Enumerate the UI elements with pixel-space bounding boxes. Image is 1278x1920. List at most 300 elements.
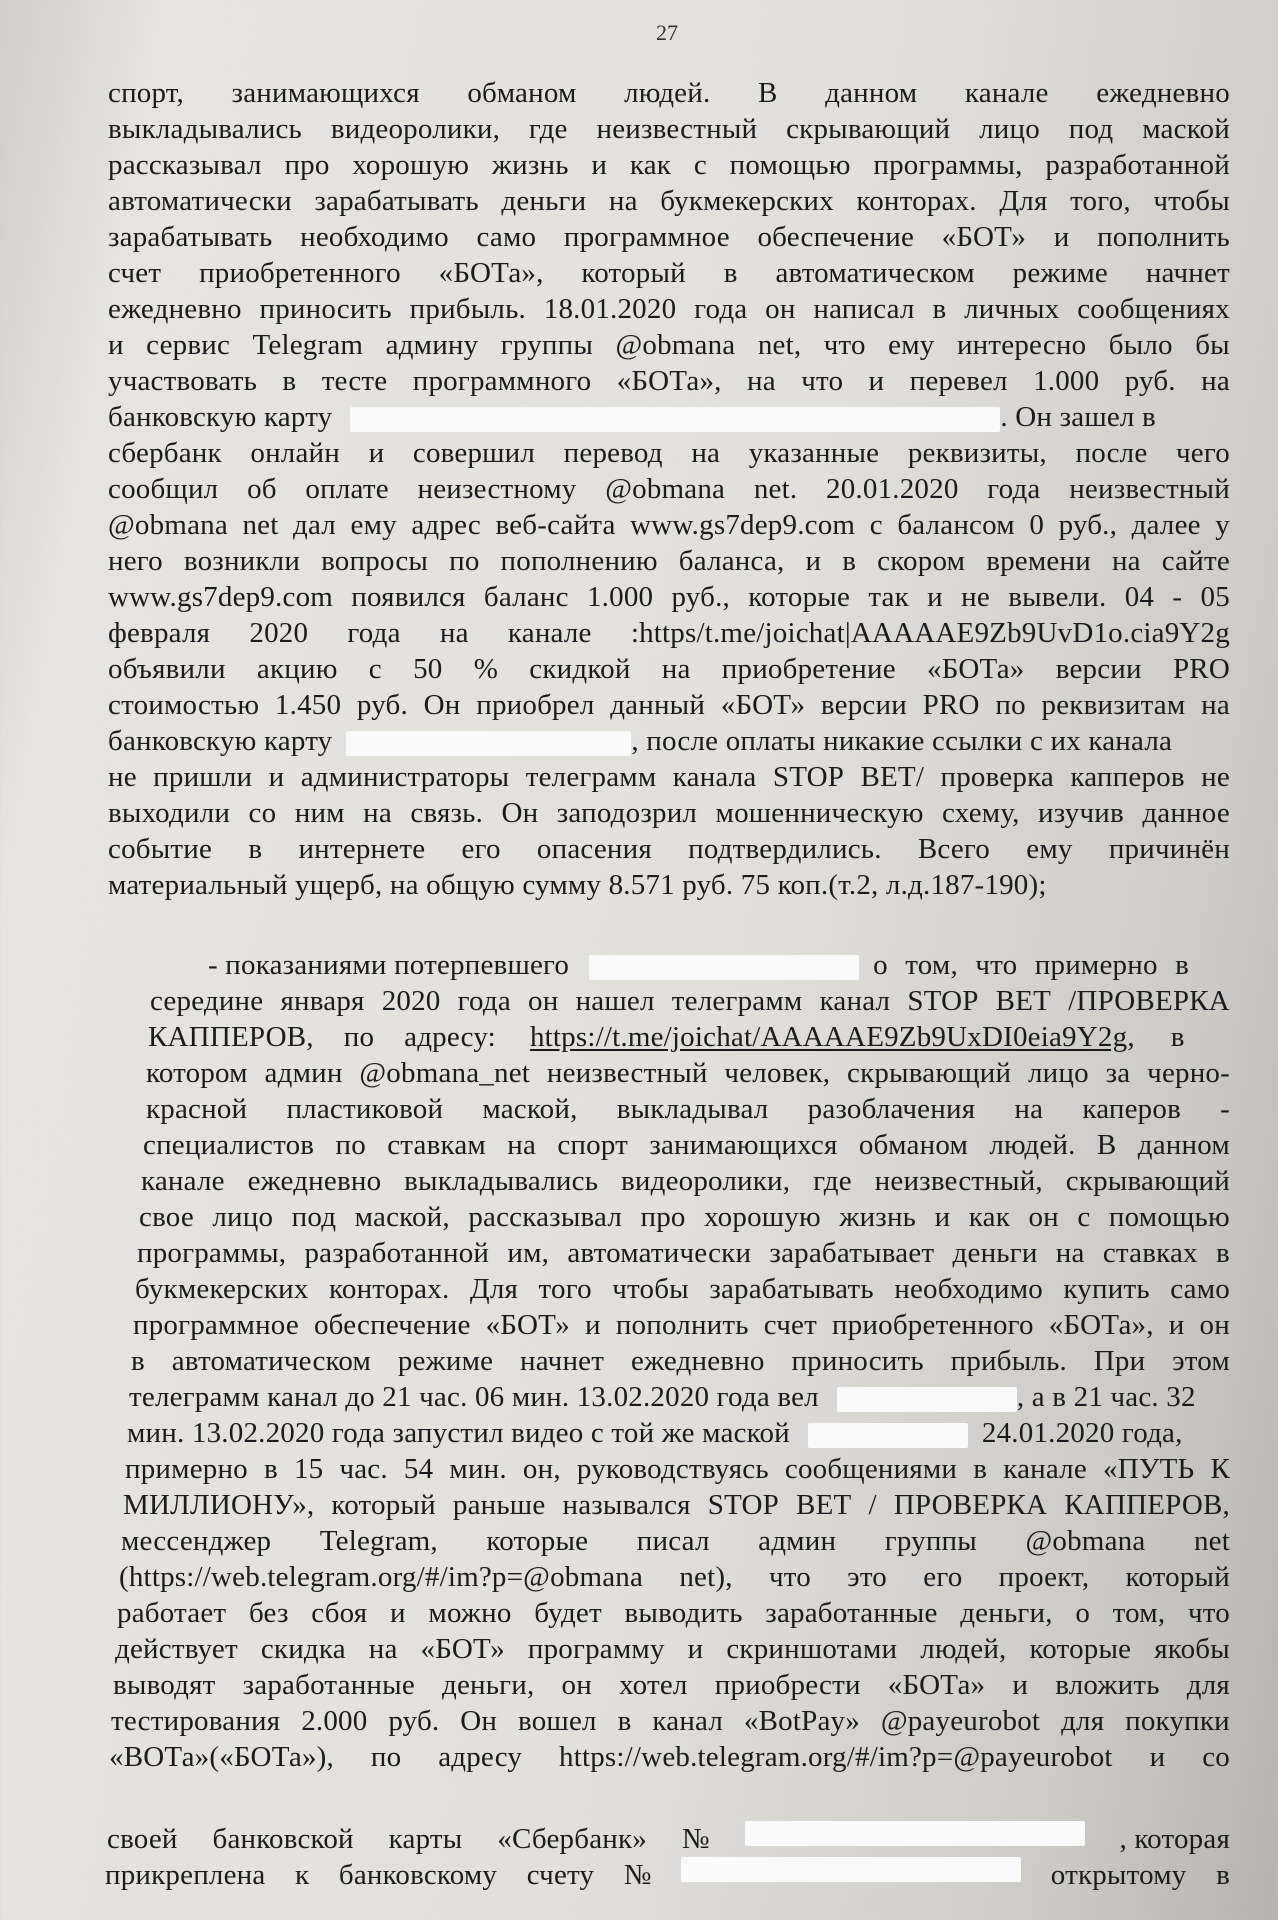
- word: 54: [403, 1453, 434, 1485]
- text-line: [148, 1019, 1230, 1055]
- word: BET: [995, 985, 1052, 1017]
- word: занимающихся: [649, 1129, 838, 1161]
- word: хорошую: [352, 149, 470, 181]
- text-line: [108, 219, 1230, 255]
- word: чтобы: [1153, 185, 1230, 217]
- word: админ: [758, 1525, 837, 1557]
- word: программы,: [137, 1237, 287, 1269]
- text-line: [108, 831, 1230, 867]
- word: BET/: [860, 761, 925, 793]
- word: на: [439, 617, 469, 649]
- word: букмекерских: [135, 1273, 309, 1305]
- word: сервис: [146, 329, 231, 361]
- word: неизестному: [417, 473, 577, 505]
- word: 2020: [249, 617, 309, 649]
- text-segment: мин. 13.02.2020 года запустил видео с той же маской: [127, 1417, 790, 1449]
- word: и: [368, 437, 385, 469]
- word: руб.: [388, 1705, 440, 1737]
- word: того: [538, 1273, 592, 1305]
- word: на: [1055, 1237, 1085, 1269]
- word: МИЛЛИОНУ»,: [123, 1489, 315, 1521]
- text-line: [146, 1055, 1230, 1091]
- word: и: [1053, 221, 1070, 253]
- word: на: [1201, 689, 1230, 721]
- word: реквизитам: [1041, 689, 1186, 721]
- text-line: [108, 723, 1230, 759]
- redacted-name: [837, 1387, 1017, 1412]
- text-line: [108, 543, 1230, 579]
- word: @obmana: [615, 329, 736, 361]
- word: приносить: [259, 293, 392, 325]
- word: середине: [150, 985, 264, 1017]
- word: вложить: [1055, 1669, 1160, 1701]
- word: «БОТ»: [941, 221, 1027, 253]
- word: жизнь: [491, 149, 569, 181]
- text-line: [105, 1857, 1230, 1893]
- word: STOP: [907, 985, 979, 1017]
- word: стоимостью: [108, 689, 260, 721]
- word: выводить: [624, 1597, 743, 1629]
- word: бы: [1195, 329, 1230, 361]
- word: которые: [1029, 1633, 1132, 1665]
- word: %: [473, 653, 499, 685]
- word: версии: [1055, 653, 1142, 685]
- word: свое: [139, 1201, 194, 1233]
- word: с: [1077, 1201, 1091, 1233]
- text-line: [108, 75, 1230, 111]
- text-line: [100, 947, 1230, 983]
- word: на: [661, 653, 691, 685]
- text-segment: банковской: [212, 1823, 354, 1855]
- word: года: [694, 293, 748, 325]
- word: Telegram: [252, 329, 364, 361]
- word: в: [617, 1705, 632, 1737]
- text-line: [108, 687, 1230, 723]
- word: ежедневно: [247, 1165, 382, 1197]
- word: версии: [820, 689, 907, 721]
- word: что: [768, 1561, 811, 1593]
- text-segment: открытому: [1050, 1859, 1187, 1891]
- word: со: [1202, 1741, 1230, 1773]
- word: который: [1125, 1561, 1230, 1593]
- word: выходили: [108, 797, 231, 829]
- word: 15: [293, 1453, 324, 1485]
- word: net),: [679, 1561, 733, 1593]
- word: «БОТ»: [420, 1633, 505, 1665]
- word: не: [108, 761, 137, 793]
- word: маской,: [354, 1201, 450, 1233]
- word: телеграмм: [671, 985, 803, 1017]
- word: который: [581, 257, 686, 289]
- word: не: [1201, 761, 1230, 793]
- word: указанные: [748, 437, 880, 469]
- word: сбоя: [311, 1597, 368, 1629]
- word: скидкой: [529, 653, 631, 685]
- word: помощью: [1108, 1201, 1230, 1233]
- word: ставкам: [387, 1129, 486, 1161]
- word: можно: [428, 1597, 512, 1629]
- word: красной: [146, 1093, 248, 1125]
- word: не: [961, 581, 990, 613]
- word: руб.,: [1058, 509, 1118, 541]
- word: сбербанк: [108, 437, 222, 469]
- word: руб.: [1124, 365, 1176, 397]
- word: где: [813, 1165, 852, 1197]
- word: как: [629, 149, 672, 181]
- word: деньги,: [960, 1597, 1053, 1629]
- word: 0: [1029, 509, 1045, 541]
- text-segment: по: [343, 1021, 375, 1053]
- word: режиме: [1012, 257, 1108, 289]
- word: на: [1201, 365, 1230, 397]
- text-line: [143, 1127, 1230, 1163]
- word: 50: [413, 653, 443, 685]
- word: час.: [339, 1453, 388, 1485]
- word: администраторы: [300, 761, 510, 793]
- word: net.: [753, 473, 798, 505]
- word: неизвестный: [546, 1057, 708, 1089]
- word: с: [693, 149, 707, 181]
- word: ПРОВЕРКА: [893, 1489, 1048, 1521]
- word: и: [927, 581, 943, 613]
- word: его: [923, 1561, 963, 1593]
- word: людей.: [989, 1129, 1076, 1161]
- word: разработанной: [304, 1237, 490, 1269]
- word: букмекерских: [660, 185, 834, 217]
- text-segment: в: [1170, 1021, 1185, 1053]
- text-segment: банковскому: [338, 1859, 498, 1891]
- word: занимающихся: [231, 77, 420, 109]
- word: «БОТ»: [720, 689, 806, 721]
- word: -: [1172, 581, 1183, 613]
- text-segment: , которая: [1119, 1823, 1230, 1855]
- word: у: [1215, 509, 1230, 541]
- word: канал: [819, 985, 891, 1017]
- word: будет: [534, 1597, 602, 1629]
- word: и: [1012, 1669, 1029, 1701]
- redacted-card-number: [350, 407, 1000, 432]
- word: тестирования: [111, 1705, 281, 1737]
- word: 04: [1124, 581, 1155, 613]
- word: возникли: [183, 545, 301, 577]
- word: им,: [507, 1237, 550, 1269]
- word: так: [868, 581, 909, 613]
- word: неизвестный,: [874, 1165, 1043, 1197]
- text-line: [127, 1415, 1230, 1451]
- word: причинён: [1108, 833, 1230, 865]
- page-number: 27: [656, 20, 678, 45]
- word: пополнению: [500, 545, 658, 577]
- word: PRO: [1172, 653, 1230, 685]
- word: деньги: [501, 185, 587, 217]
- word: и: [1168, 1309, 1185, 1341]
- word: и: [108, 329, 124, 361]
- word: по: [370, 1741, 402, 1773]
- word: PRO: [922, 689, 980, 721]
- word: руководствуясь: [576, 1453, 769, 1485]
- word: которые: [486, 1525, 589, 1557]
- word: пластиковой: [286, 1093, 444, 1125]
- word: человек,: [724, 1057, 831, 1089]
- word: пополнить: [1097, 221, 1230, 253]
- text-line: [108, 435, 1230, 471]
- text-line: [131, 1343, 1230, 1379]
- redacted-name: [808, 1423, 968, 1448]
- text-line: [108, 651, 1230, 687]
- word: группы: [884, 1525, 977, 1557]
- word: в: [131, 1345, 145, 1377]
- word: Для: [469, 1273, 519, 1305]
- word: прибыль.: [950, 1345, 1067, 1377]
- word: вопросы: [321, 545, 429, 577]
- text-line: [108, 111, 1230, 147]
- word: /: [868, 1489, 877, 1521]
- text-line: [135, 1271, 1230, 1307]
- word: по: [335, 1129, 366, 1161]
- word: спорт,: [108, 77, 184, 109]
- word: связь.: [410, 797, 484, 829]
- word: на: [1014, 1093, 1044, 1125]
- text-line: [108, 615, 1230, 651]
- word: в: [263, 1453, 278, 1485]
- word: написал: [813, 293, 915, 325]
- word: ежедневно: [630, 1345, 765, 1377]
- word: под: [1068, 113, 1114, 145]
- word: оплате: [305, 473, 389, 505]
- word: изучив: [1038, 797, 1124, 829]
- word: и: [390, 1597, 406, 1629]
- text-line: [119, 1559, 1230, 1595]
- word: необходимо: [894, 1273, 1043, 1305]
- word: про: [284, 149, 330, 181]
- word: балансом: [897, 509, 1015, 541]
- word: заработанные: [765, 1597, 938, 1629]
- word: приобретенного: [832, 1309, 1034, 1341]
- word: ставках: [1102, 1237, 1198, 1269]
- word: схему,: [942, 797, 1020, 829]
- word: счет: [763, 1309, 817, 1341]
- word: как: [968, 1201, 1010, 1233]
- word: мошенническую: [715, 797, 924, 829]
- word: далее: [1131, 509, 1201, 541]
- word: скриншотами: [726, 1633, 898, 1665]
- word: автоматическом: [775, 257, 975, 289]
- word: канала: [672, 761, 757, 793]
- word: февраля: [108, 617, 211, 649]
- word: данное: [1142, 797, 1230, 829]
- word: 2.000: [301, 1705, 368, 1737]
- word: для: [1186, 1669, 1230, 1701]
- word: приобрести: [714, 1669, 861, 1701]
- word: в: [282, 365, 297, 397]
- word: приобретенного: [199, 257, 401, 289]
- word: что: [801, 365, 844, 397]
- text-line: [121, 1523, 1230, 1559]
- word: он: [561, 1669, 592, 1701]
- word: ему: [888, 329, 935, 361]
- text-segment: №: [681, 1823, 710, 1855]
- word: на: [368, 1633, 398, 1665]
- word: ежедневно: [108, 293, 242, 325]
- word: канале: [964, 77, 1049, 109]
- word: якобы: [1154, 1633, 1230, 1665]
- word: что: [823, 329, 866, 361]
- word: 20.01.2020: [826, 473, 959, 505]
- word: лицо: [979, 113, 1040, 145]
- word: его: [461, 833, 501, 865]
- word: зарабатывать: [314, 185, 479, 217]
- word: Он: [460, 1705, 498, 1737]
- word: зарабатывать: [709, 1273, 874, 1305]
- text-line: [108, 291, 1230, 327]
- word: на: [747, 365, 776, 397]
- word: адрес: [411, 509, 481, 541]
- word: примерно: [125, 1453, 248, 1485]
- text-line: [108, 147, 1230, 183]
- word: @obmana: [1025, 1525, 1146, 1557]
- word: группы: [500, 329, 594, 361]
- word: событие: [108, 833, 213, 865]
- word: он: [1199, 1309, 1230, 1341]
- text-line: [108, 327, 1230, 363]
- text-segment: в: [1216, 1859, 1230, 1891]
- word: данном: [1137, 1129, 1230, 1161]
- word: скрывающий: [1065, 1165, 1230, 1197]
- word: Telegram,: [319, 1525, 438, 1557]
- word: со: [248, 797, 277, 829]
- word: выкладывались: [404, 1165, 599, 1197]
- text-line: [123, 1487, 1230, 1523]
- word: совершил: [412, 437, 536, 469]
- word: в: [842, 545, 857, 577]
- word: он: [1028, 1201, 1059, 1233]
- word: тесте: [321, 365, 388, 397]
- word: по: [995, 689, 1026, 721]
- word: людей.: [624, 77, 711, 109]
- word: об: [247, 473, 277, 505]
- word: рассказывал: [468, 1201, 623, 1233]
- word: по: [449, 545, 480, 577]
- word: перевод: [563, 437, 663, 469]
- word: скором: [877, 545, 966, 577]
- text-segment: КАППЕРОВ,: [148, 1021, 314, 1053]
- word: net: [1193, 1525, 1230, 1557]
- word: после: [1075, 437, 1148, 469]
- text-segment: о том, что примерно в: [873, 949, 1190, 981]
- word: и: [805, 545, 822, 577]
- word: BET: [796, 1489, 852, 1521]
- text-line: [108, 363, 1230, 399]
- redacted-card-number: [745, 1821, 1085, 1846]
- word: черно-: [1147, 1057, 1230, 1089]
- word: за: [1105, 1057, 1131, 1089]
- word: и: [591, 149, 608, 181]
- text-segment: №: [623, 1859, 652, 1891]
- channel-link[interactable]: https://t.me/joichat/AAAAAE9Zb9UxDI0eia9Y2g: [529, 1021, 1128, 1053]
- word: руб.: [356, 689, 408, 721]
- word: скрывающий: [786, 113, 951, 145]
- word: года: [987, 473, 1041, 505]
- word: обеспечение: [313, 1309, 471, 1341]
- word: перевел: [909, 365, 1008, 397]
- word: ежедневно: [1096, 77, 1230, 109]
- word: каперов: [1082, 1093, 1181, 1125]
- word: сайте: [1161, 545, 1230, 577]
- word: 1.000: [586, 581, 654, 613]
- word: канале: [1003, 1453, 1087, 1485]
- text-segment: счету: [526, 1859, 595, 1891]
- word: «БОТа»,: [438, 257, 544, 289]
- word: В: [758, 77, 778, 109]
- word: заподозрил: [556, 797, 698, 829]
- word: нашел: [575, 985, 655, 1017]
- word: это: [847, 1561, 888, 1593]
- word: мин.: [449, 1453, 507, 1485]
- word: пополнить: [615, 1309, 749, 1341]
- word: STOP: [707, 1489, 779, 1521]
- word: в: [1215, 1237, 1230, 1269]
- word: года: [347, 617, 401, 649]
- word: неизвестный: [1069, 473, 1230, 505]
- word: КАППЕРОВ,: [1064, 1489, 1230, 1521]
- text-segment: - показаниями потерпевшего: [208, 949, 570, 981]
- word: купить: [1063, 1273, 1150, 1305]
- word: в: [248, 833, 263, 865]
- word: В: [1096, 1129, 1117, 1161]
- word: -: [1220, 1093, 1230, 1125]
- word: конторах.: [329, 1273, 450, 1305]
- word: работает: [117, 1597, 227, 1629]
- text-segment: карты: [388, 1823, 463, 1855]
- word: назывался: [562, 1489, 691, 1521]
- word: людей,: [920, 1633, 1007, 1665]
- word: неизвестный: [596, 113, 758, 145]
- word: вывели.: [1008, 581, 1107, 613]
- text-segment: . Он зашел в: [1000, 401, 1156, 433]
- redacted-account-number: [681, 1857, 1021, 1882]
- word: видеоролики,: [621, 1165, 791, 1197]
- word: @obmana: [108, 509, 228, 541]
- word: «БОТа»: [927, 653, 1025, 685]
- word: телеграмм: [525, 761, 657, 793]
- text-line: [117, 1595, 1230, 1631]
- word: он: [765, 293, 796, 325]
- word: января: [280, 985, 365, 1017]
- word: «БОТа»,: [1048, 1309, 1154, 1341]
- word: /ПРОВЕРКА: [1068, 985, 1230, 1017]
- word: было: [1108, 329, 1173, 361]
- word: появился: [351, 581, 466, 613]
- word: интересно: [956, 329, 1087, 361]
- word: net: [242, 509, 279, 541]
- word: личных: [964, 293, 1060, 325]
- word: зарабатывает: [769, 1237, 935, 1269]
- redacted-card-number: [346, 731, 631, 756]
- word: Он: [423, 689, 461, 721]
- text-line: [107, 1821, 1230, 1857]
- word: разработанной: [1045, 149, 1230, 181]
- word: того,: [1070, 185, 1131, 217]
- word: про: [640, 1201, 686, 1233]
- word: автоматически: [108, 185, 292, 217]
- word: @obmana: [605, 473, 726, 505]
- word: «ВОТа»(«БОТа»),: [109, 1741, 334, 1773]
- word: выкладывались: [108, 113, 302, 145]
- text-segment: телеграмм канал до 21 час. 06 мин. 13.02.2020 года вел: [129, 1381, 819, 1413]
- word: него: [108, 545, 163, 577]
- word: само: [476, 221, 537, 253]
- word: 18.01.2020: [543, 293, 677, 325]
